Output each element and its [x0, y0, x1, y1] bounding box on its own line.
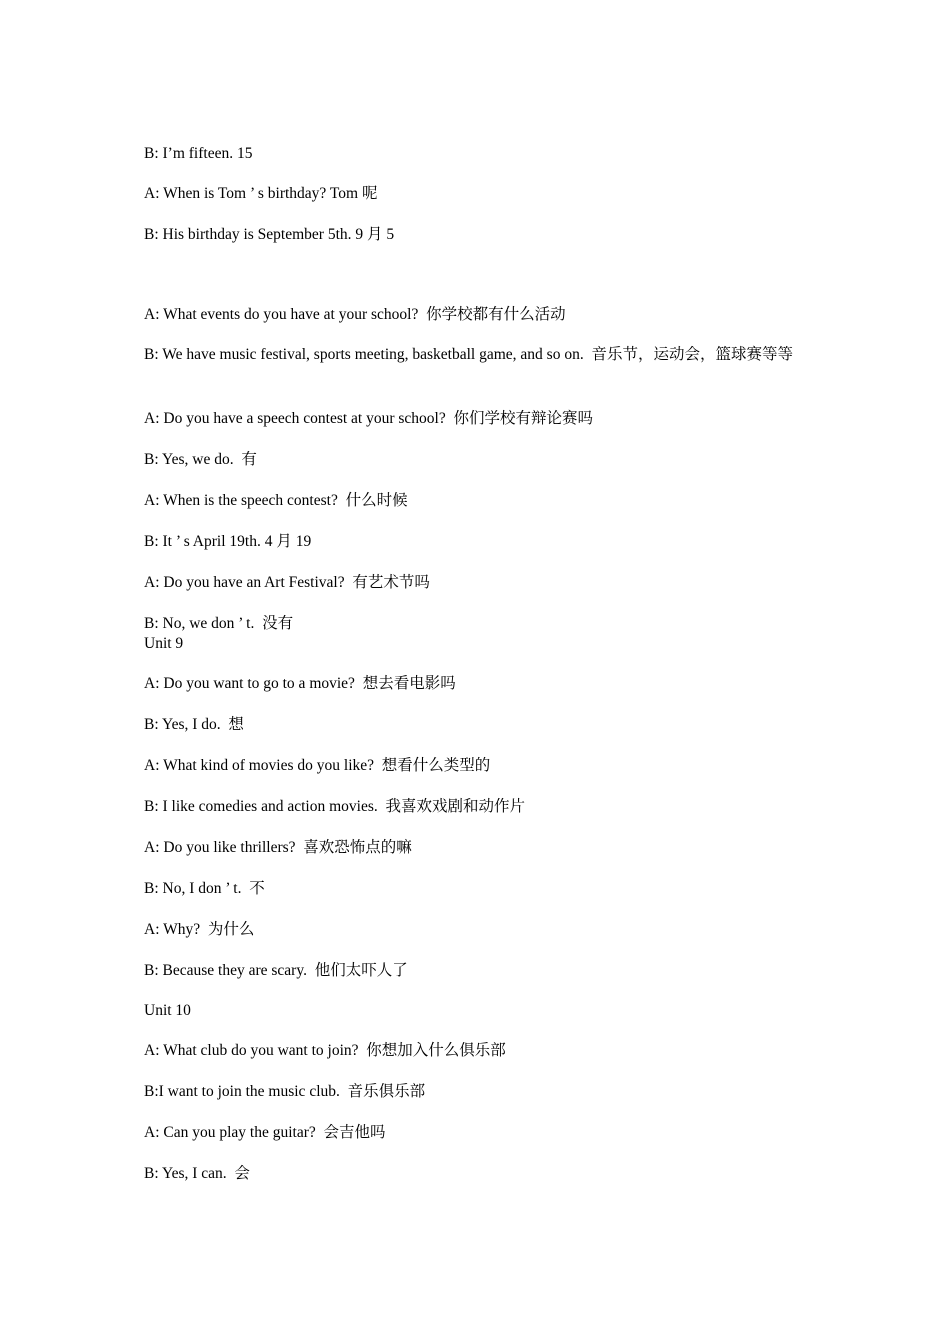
- unit-heading: Unit 9: [144, 635, 184, 652]
- dialogue-line: B: Yes, I do. 想: [144, 716, 244, 733]
- dialogue-line: A: When is Tom ’ s birthday? Tom 呢: [144, 185, 378, 202]
- dialogue-line: B: We have music festival, sports meeting, basketball game, and so on. 音乐节，运动会，篮球赛等等: [144, 346, 793, 363]
- dialogue-line: A: Can you play the guitar? 会吉他吗: [144, 1124, 386, 1141]
- unit-heading: Unit 10: [144, 1002, 191, 1019]
- dialogue-line: B: It ’ s April 19th. 4 月 19: [144, 533, 312, 550]
- dialogue-line: B: No, I don ’ t. 不: [144, 880, 265, 897]
- dialogue-line: A: Do you have a speech contest at your school? 你们学校有辩论赛吗: [144, 410, 593, 427]
- dialogue-line: A: Why? 为什么: [144, 921, 255, 938]
- dialogue-line: B: His birthday is September 5th. 9 月 5: [144, 226, 395, 243]
- dialogue-line: B: Yes, I can. 会: [144, 1165, 250, 1182]
- dialogue-line: B: I’m fifteen. 15: [144, 145, 253, 162]
- dialogue-line: A: What club do you want to join? 你想加入什么俱乐部: [144, 1042, 506, 1059]
- dialogue-line: A: When is the speech contest? 什么时候: [144, 492, 408, 509]
- dialogue-line: B:I want to join the music club. 音乐俱乐部: [144, 1083, 426, 1100]
- dialogue-line: A: Do you have an Art Festival? 有艺术节吗: [144, 574, 430, 591]
- dialogue-line: B: Yes, we do. 有: [144, 451, 257, 468]
- dialogue-line: B: I like comedies and action movies. 我喜欢戏剧和动作片: [144, 798, 525, 815]
- dialogue-line: B: No, we don ’ t. 没有: [144, 615, 294, 632]
- dialogue-line: A: What kind of movies do you like? 想看什么类型的: [144, 757, 491, 774]
- dialogue-line: A: What events do you have at your school? 你学校都有什么活动: [144, 306, 566, 323]
- dialogue-line: B: Because they are scary. 他们太吓人了: [144, 962, 408, 979]
- dialogue-line: A: Do you like thrillers? 喜欢恐怖点的嘛: [144, 839, 412, 856]
- dialogue-line: A: Do you want to go to a movie? 想去看电影吗: [144, 675, 456, 692]
